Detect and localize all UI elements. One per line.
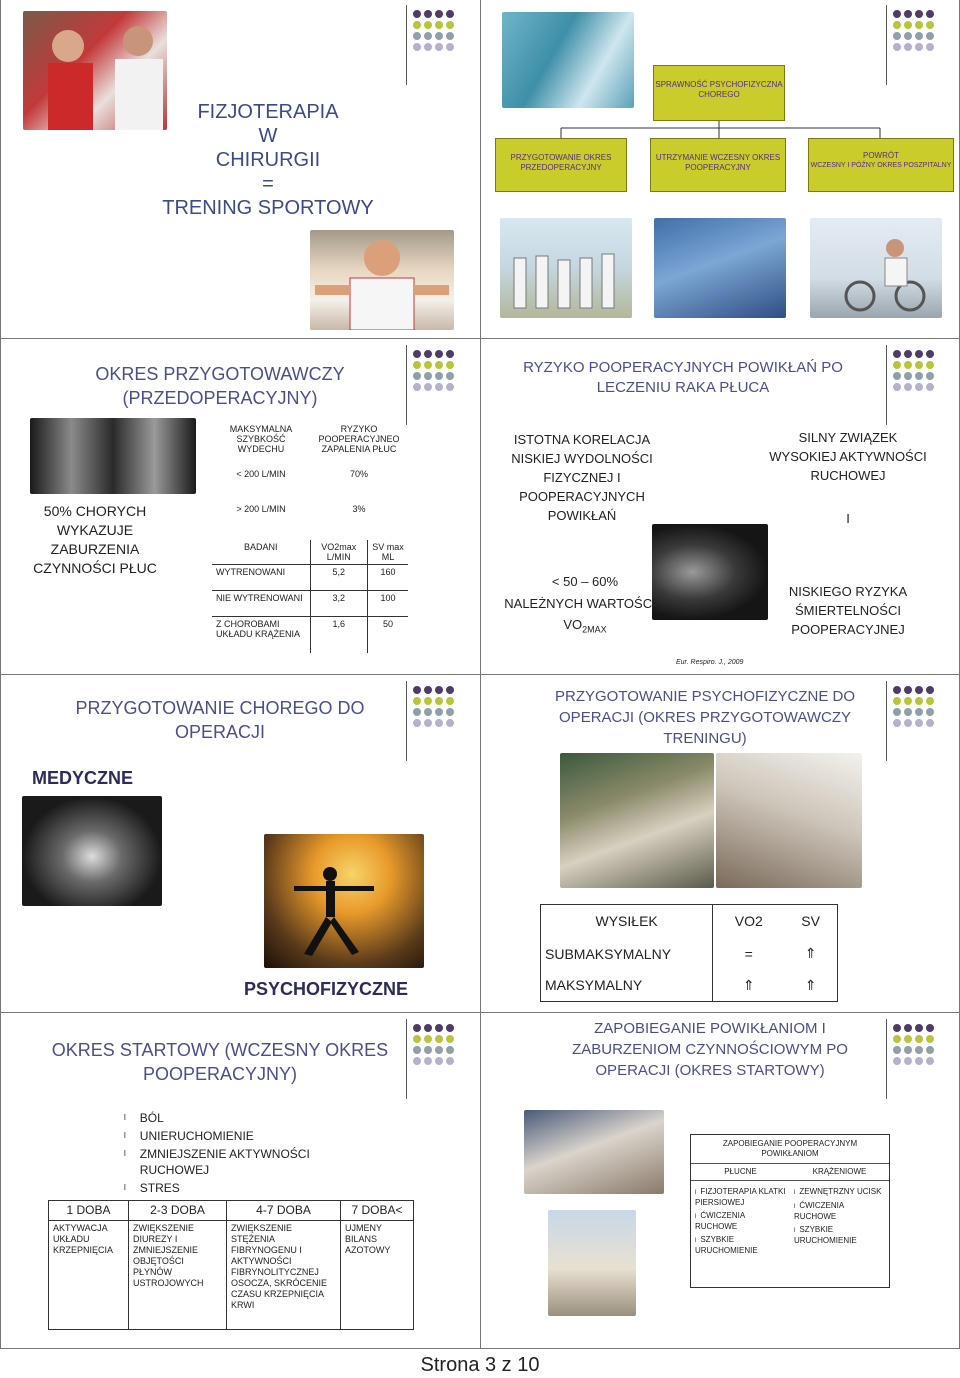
decor-dots [413,10,454,51]
col-header: PŁUCNE [724,1167,757,1176]
table-cell: > 200 L/MIN [236,503,286,514]
table-cell: 100 [367,591,408,617]
table-cell: 160 [367,565,408,591]
photo-walker-patient [548,1210,636,1316]
bullet-icon: l [794,1190,796,1196]
photo-treadmill-group [560,753,714,888]
box-return [808,138,954,192]
bullet-icon: l [124,1113,126,1122]
photo-treadmill-test [716,753,862,888]
slide-4-title: RYZYKO POOPERACYJNYCH POWIKŁAŃ PO LECZENIU RAKA PŁUCA [523,359,843,396]
table-cell: 3,2 [310,591,367,617]
slide-3-title: OKRES PRZYGOTOWAWCZY (PRZEDOPERACYJNY) [95,364,345,408]
bullet-icon: l [695,1190,697,1196]
grid-line-h [0,1348,960,1349]
table-cell: ⇑ [784,970,837,1002]
page-footer: Strona 3 z 10 [420,1354,540,1376]
slide-8 [480,1014,960,1346]
table-cell: = [744,945,753,962]
table-cell: MAKSYMALNY [541,970,713,1002]
org-chart-lines [480,0,960,160]
photo-walking-rehab [524,1110,664,1194]
postop-timeline-table [48,1200,414,1330]
box-preparation: PRZYGOTOWANIE OKRES PRZEDOPERACYJNY [495,138,627,192]
list-item [794,1187,885,1198]
tai-chi-silhouette-icon [264,834,424,968]
list-item-text: ĆWICZENIA RUCHOWE [794,1201,844,1221]
title-line: = [262,173,274,195]
slide-6-title: PRZYGOTOWANIE PSYCHOFIZYCZNE DO OPERACJI (OKRES PRZYGOTOWAWCZY TRENINGU) [554,688,856,747]
title-line: CHIRURGII [215,149,321,171]
list-item [124,1110,324,1126]
photo-exercise-group [500,218,632,318]
grid-line-v [480,0,481,1348]
box-return-title: POWRÓT [863,151,899,160]
bullet-icon: l [794,1228,796,1234]
table-cell: AKTYWACJA UKŁADU KRZEPNIĘCIA [49,1221,129,1330]
table-cell: 50 [367,617,408,653]
list-item [794,1225,885,1246]
bullet-icon: l [695,1214,697,1220]
source-citation: Eur. Respiro. J., 2009 [676,659,744,666]
prevention-box-title: ZAPOBIEGANIE POOPERACYJNYM POWIKŁANIOM [722,1139,858,1158]
col-header: VO2 [713,905,785,938]
slide-5-title: PRZYGOTOWANIE CHOREGO DO OPERACJI [75,698,365,742]
grid-line-v [0,0,1,1348]
photo-tai-chi [264,834,424,968]
photo-shouting-coach [310,230,454,330]
slide-1-title [138,100,398,220]
slide-4 [480,340,960,672]
divider [406,681,407,761]
col-header: RYZYKO POOPERACYJNEO ZAPALENIA PŁUC [318,424,400,454]
divider [886,681,887,761]
table-cell: ⇑ [784,938,837,970]
list-item [124,1180,324,1196]
circulation-column [790,1187,889,1256]
bullet-icon: l [124,1183,126,1192]
box-psychophysical-fitness: SPRAWNOŚĆ PSYCHOFIZYCZNA CHOREGO [653,65,785,121]
list-item [124,1146,324,1178]
mortality-text: NISKIEGO RYZYKA ŚMIERTELNOŚCI POOPERACYJNEJ [788,584,908,637]
people-icon [500,218,632,318]
slide-7-title: OKRES STARTOWY (WCZESNY OKRES POOPERACYJNY) [51,1040,389,1084]
list-item [695,1235,786,1256]
col-header: MAKSYMALNA SZYBKOŚĆ WYDECHU [229,424,293,454]
psychophysical-label: PSYCHOFIZYCZNE [244,979,409,999]
slide-7 [0,1014,480,1346]
slide-1 [0,0,480,338]
col-header: 4-7 DOBA [227,1201,341,1221]
decor-dots [893,1024,934,1065]
table-cell: NIE WYTRENOWANI [212,591,310,617]
divider [886,345,887,425]
decor-dots [413,1024,454,1065]
divider [886,1019,887,1099]
list-item-text: ZMNIEJSZENIE AKTYWNOŚCI RUCHOWEJ [139,1147,310,1177]
prevention-columns [691,1181,889,1256]
list-item-text: STRES [139,1181,180,1195]
vo2-sub: 2MAX [582,624,607,635]
table-cell: ZWIĘKSZENIE DIUREZY I ZMNIEJSZENIE OBJĘTOŚCI PŁYNÓW USTROJOWYCH [129,1221,227,1330]
vo2max-text [530,617,640,635]
effort-table [540,904,838,1002]
list-item [124,1128,324,1144]
col-header: 1 DOBA [49,1201,129,1221]
photo-chest-xray-large [22,796,162,906]
decor-dots [413,686,454,727]
decor-dots [893,686,934,727]
table-cell: Z CHOROBAMI UKŁADU KRĄŻENIA [212,617,310,653]
slide-6 [480,676,960,1012]
bike-icon [810,218,942,318]
list-item [794,1201,885,1222]
list-item-text: ZEWNĘTRZNY UCISK [799,1187,882,1196]
bullet-icon: l [794,1204,796,1210]
table-cell: ZWIĘKSZENIE STĘŻENIA FIBRYNOGENU I AKTYWNOŚCI FIBRYNOLITYCZNEJ OSOCZA, SKRÓCENIE CZASU KRZEPNIĘCIA KRWI [227,1221,341,1330]
col-header: KRĄŻENIOWE [812,1167,867,1176]
coach-icon [310,230,454,330]
vo2max-table [212,540,408,653]
table-cell: ⇑ [713,970,785,1002]
list-item [695,1187,786,1208]
title-line: W [258,125,278,147]
correlation-text: ISTOTNA KORELACJA NISKIEJ WYDOLNOŚCI FIZYCZNEJ I POOPERACYJNYCH POWIKŁAŃ [511,432,653,523]
slide-3 [0,340,480,672]
title-line: TRENING SPORTOWY [162,197,374,219]
predicted-values-text: NALEŻNYCH WARTOŚCI [504,596,656,611]
slide-2 [480,0,960,338]
col-header: 7 DOBA< [341,1201,414,1221]
factor-list [124,1110,324,1196]
table-cell: 3% [352,503,366,514]
prevention-box [690,1134,890,1288]
list-item-text: SZYBKIE URUCHOMIENIE [695,1235,758,1255]
bullet-icon: l [695,1238,697,1244]
divider [406,345,407,425]
photo-chest-xrays [30,418,196,494]
prevention-columns-header [691,1163,889,1181]
activity-text: SILNY ZWIĄZEK WYSOKIEJ AKTYWNOŚCI RUCHOWEJ [769,430,927,483]
decor-dots [413,350,454,391]
peak-flow-table [212,422,408,526]
photo-cycle-ergometer [810,218,942,318]
photo-exercise-bike [654,218,786,318]
and-text: I [846,511,850,526]
table-cell: 70% [349,468,368,479]
bullet-icon: l [124,1149,126,1158]
list-item [695,1211,786,1232]
table-cell: < 200 L/MIN [236,468,286,479]
col-header: 2-3 DOBA [129,1201,227,1221]
list-item-text: ĆWICZENIA RUCHOWE [695,1211,745,1231]
vo2-label: VO [563,617,583,632]
decor-dots [893,350,934,391]
col-header: WYSIŁEK [541,905,713,938]
box-return-subtitle: WCZESNY I PÓŹNY OKRES POSZPITALNY [810,162,952,169]
table-cell: SUBMAKSYMALNY [541,938,713,970]
list-item-text: SZYBKIE URUCHOMIENIE [794,1225,857,1245]
col-header: BADANI [212,540,310,565]
bullet-icon: l [124,1131,126,1140]
divider [406,1019,407,1099]
percent-text: < 50 – 60% [551,574,619,589]
table-cell: UJMENY BILANS AZOTOWY [341,1221,414,1330]
list-item-text: BÓL [139,1111,164,1125]
col-header: VO2max L/MIN [310,540,367,565]
slide-5 [0,676,480,1012]
lung-dysfunction-text: 50% CHORYCH WYKAZUJE ZABURZENIA CZYNNOŚCI PŁUC [33,503,157,576]
box-maintenance: UTRZYMANIE WCZESNY OKRES POOPERACYJNY [650,138,786,192]
table-cell: 1,6 [310,617,367,653]
table-cell: WYTRENOWANI [212,565,310,591]
lung-column [691,1187,790,1256]
col-header: SV max ML [367,540,408,565]
list-item-text: UNIERUCHOMIENIE [139,1129,254,1143]
list-item-text: FIZJOTERAPIA KLATKI PIERSIOWEJ [695,1187,786,1207]
title-line: FIZJOTERAPIA [197,101,339,123]
divider [406,5,407,85]
medical-label: MEDYCZNE [32,768,134,788]
col-header: SV [784,905,837,938]
slide-8-title: ZAPOBIEGANIE POWIKŁANIOM I ZABURZENIOM CZYNNOŚCIOWYM PO OPERACJI (OKRES STARTOWY) [572,1020,848,1079]
table-cell: 5,2 [310,565,367,591]
